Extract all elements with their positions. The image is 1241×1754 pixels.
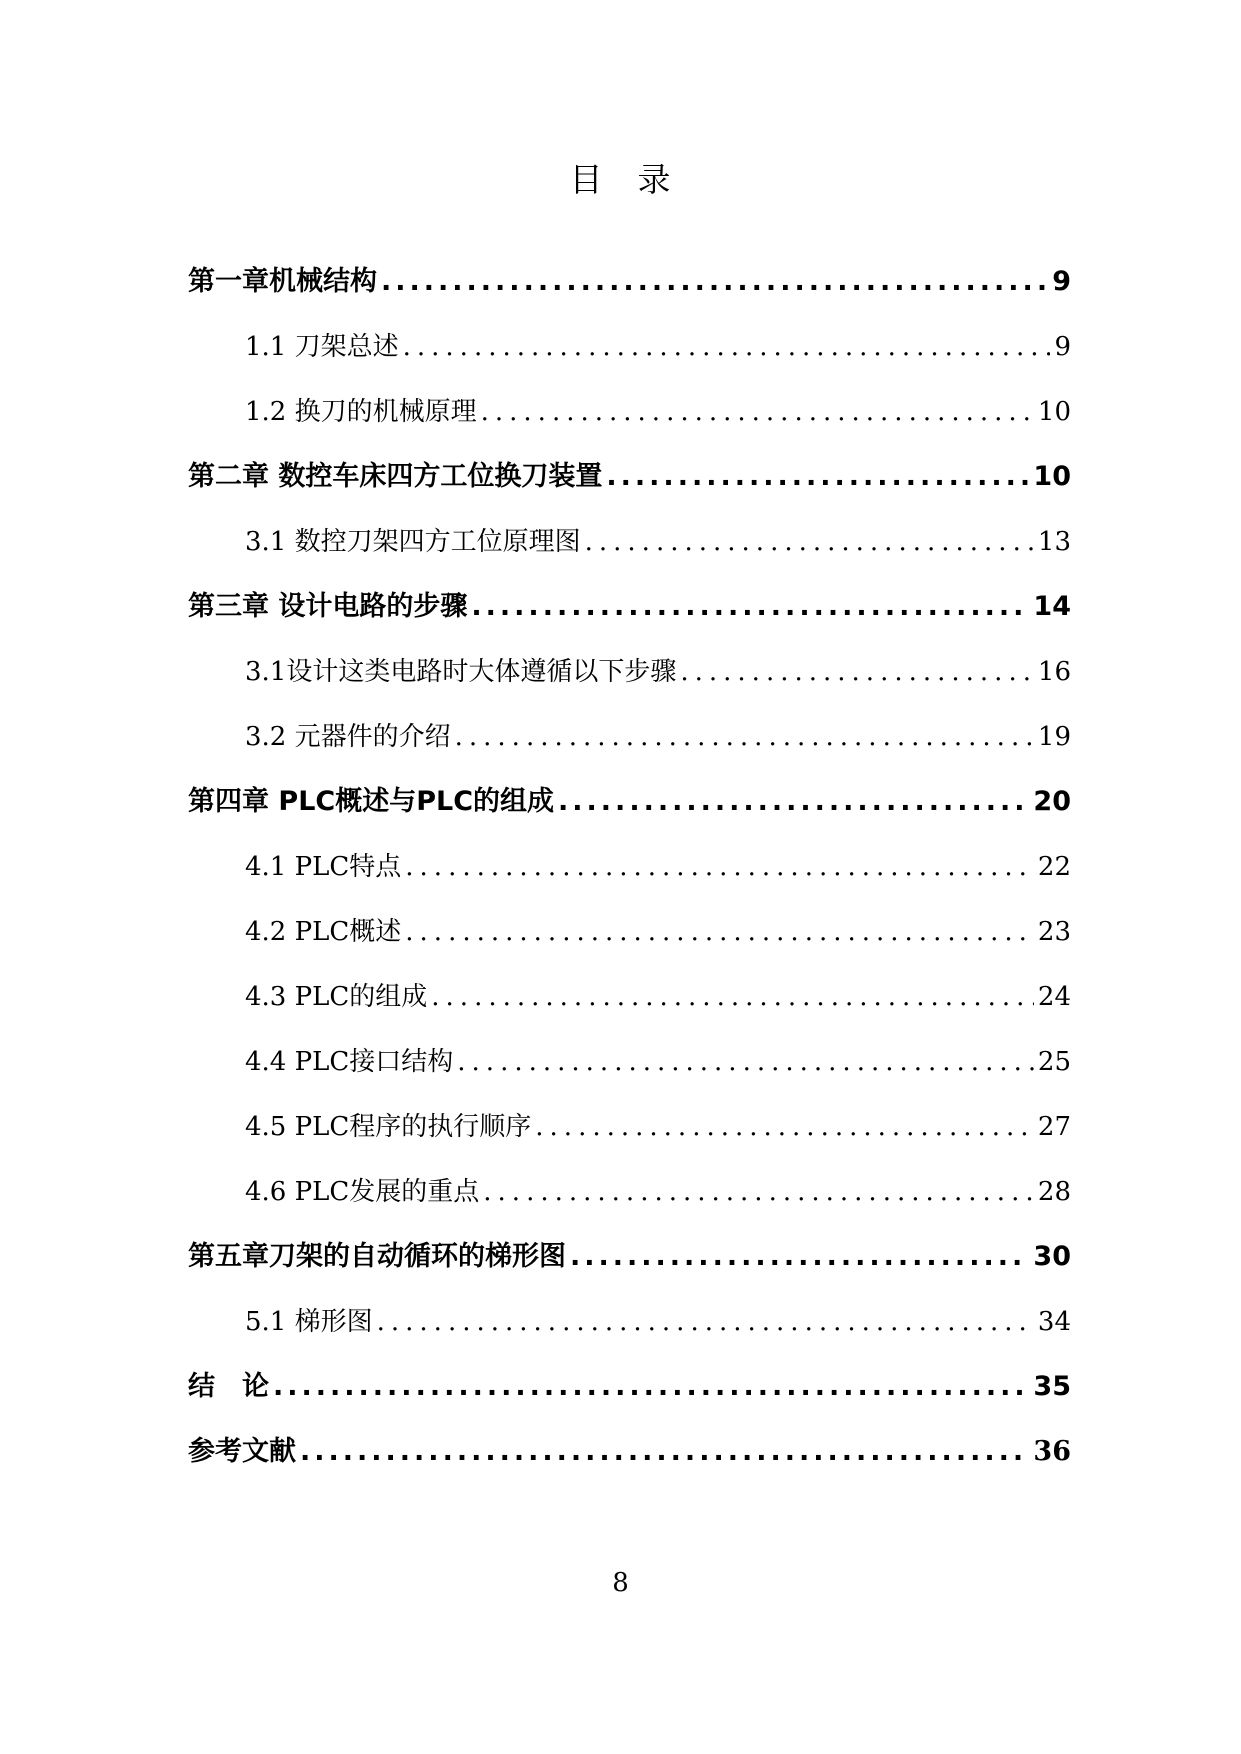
dot-leader xyxy=(481,392,1034,432)
toc-page-number: 24 xyxy=(1037,982,1071,1012)
toc-entry[interactable] xyxy=(188,522,1071,587)
toc-page-number: 34 xyxy=(1037,1307,1071,1337)
toc-entry-title: 4.5 PLC程序的执行顺序 xyxy=(245,1112,532,1142)
toc-entry-title: 4.4 PLC接口结构 xyxy=(245,1047,454,1077)
dot-leader xyxy=(377,1302,1034,1342)
table-of-contents xyxy=(188,262,1071,1497)
toc-entry-title: 4.2 PLC概述 xyxy=(245,917,402,947)
toc-entry-title: 第二章 数控车床四方工位换刀装置 xyxy=(188,461,603,492)
toc-page-number: 16 xyxy=(1037,657,1071,687)
dot-leader xyxy=(405,847,1034,887)
toc-entry[interactable] xyxy=(188,327,1071,392)
toc-entry-title: 参考文献 xyxy=(188,1436,296,1467)
dot-leader xyxy=(405,912,1034,952)
page-title: 目 录 xyxy=(569,160,672,199)
toc-entry[interactable] xyxy=(188,977,1071,1042)
toc-page-number: 25 xyxy=(1037,1047,1071,1077)
toc-entry-title: 结 论 xyxy=(188,1371,269,1402)
toc-page-number: 9 xyxy=(1054,332,1071,362)
toc-page-number: 27 xyxy=(1037,1112,1071,1142)
toc-entry[interactable] xyxy=(188,1237,1071,1302)
dot-leader xyxy=(483,1172,1034,1212)
toc-page-number: 13 xyxy=(1037,527,1071,557)
toc-page-number: 10 xyxy=(1037,397,1071,427)
dot-leader xyxy=(558,782,1029,822)
toc-entry[interactable] xyxy=(188,587,1071,652)
toc-entry[interactable] xyxy=(188,782,1071,847)
toc-entry-title: 4.1 PLC特点 xyxy=(245,852,402,882)
toc-entry-title: 第三章 设计电路的步骤 xyxy=(188,591,468,622)
toc-page-number: 23 xyxy=(1037,917,1071,947)
dot-leader xyxy=(535,1107,1034,1147)
dot-leader xyxy=(606,457,1029,497)
toc-entry-title: 3.1 数控刀架四方工位原理图 xyxy=(245,527,581,557)
dot-leader xyxy=(381,262,1048,302)
toc-page-number: 20 xyxy=(1033,786,1071,817)
dot-leader xyxy=(585,522,1034,562)
toc-entry-title: 4.3 PLC的组成 xyxy=(245,982,428,1012)
toc-entry[interactable] xyxy=(188,847,1071,912)
toc-entry-title: 5.1 梯形图 xyxy=(245,1307,373,1337)
dot-leader xyxy=(455,717,1034,757)
footer-page-number: 8 xyxy=(612,1568,629,1598)
dot-leader xyxy=(457,1042,1034,1082)
dot-leader xyxy=(680,652,1034,692)
toc-entry-title: 第一章机械结构 xyxy=(188,266,377,297)
toc-page-number: 19 xyxy=(1037,722,1071,752)
toc-entry[interactable] xyxy=(188,717,1071,782)
toc-entry-title: 第四章 PLC概述与PLC的组成 xyxy=(188,786,555,817)
toc-entry[interactable] xyxy=(188,652,1071,717)
toc-page-number: 35 xyxy=(1033,1371,1071,1402)
toc-entry-title: 4.6 PLC发展的重点 xyxy=(245,1177,480,1207)
toc-entry[interactable] xyxy=(188,912,1071,977)
toc-entry[interactable] xyxy=(188,262,1071,327)
dot-leader xyxy=(273,1367,1029,1407)
toc-page-number: 36 xyxy=(1033,1436,1071,1467)
toc-page-number: 10 xyxy=(1033,461,1071,492)
dot-leader xyxy=(471,587,1029,627)
toc-page-number: 9 xyxy=(1052,266,1071,297)
toc-entry-title: 3.1设计这类电路时大体遵循以下步骤 xyxy=(245,657,677,687)
toc-entry-title: 1.1 刀架总述 xyxy=(245,332,399,362)
toc-entry-title: 1.2 换刀的机械原理 xyxy=(245,397,477,427)
toc-page-number: 22 xyxy=(1037,852,1071,882)
toc-entry-title: 3.2 元器件的介绍 xyxy=(245,722,451,752)
toc-entry[interactable] xyxy=(188,1432,1071,1497)
toc-entry-title: 第五章刀架的自动循环的梯形图 xyxy=(188,1241,566,1272)
toc-entry[interactable] xyxy=(188,1367,1071,1432)
toc-page-number: 14 xyxy=(1033,591,1071,622)
dot-leader xyxy=(431,977,1034,1017)
toc-page-number: 30 xyxy=(1033,1241,1071,1272)
toc-entry[interactable] xyxy=(188,392,1071,457)
toc-entry[interactable] xyxy=(188,1107,1071,1172)
dot-leader xyxy=(570,1237,1029,1277)
toc-entry[interactable] xyxy=(188,1042,1071,1107)
dot-leader xyxy=(300,1432,1029,1472)
toc-page-number: 28 xyxy=(1037,1177,1071,1207)
toc-entry[interactable] xyxy=(188,1172,1071,1237)
toc-entry[interactable] xyxy=(188,457,1071,522)
toc-entry[interactable] xyxy=(188,1302,1071,1367)
dot-leader xyxy=(403,327,1051,367)
